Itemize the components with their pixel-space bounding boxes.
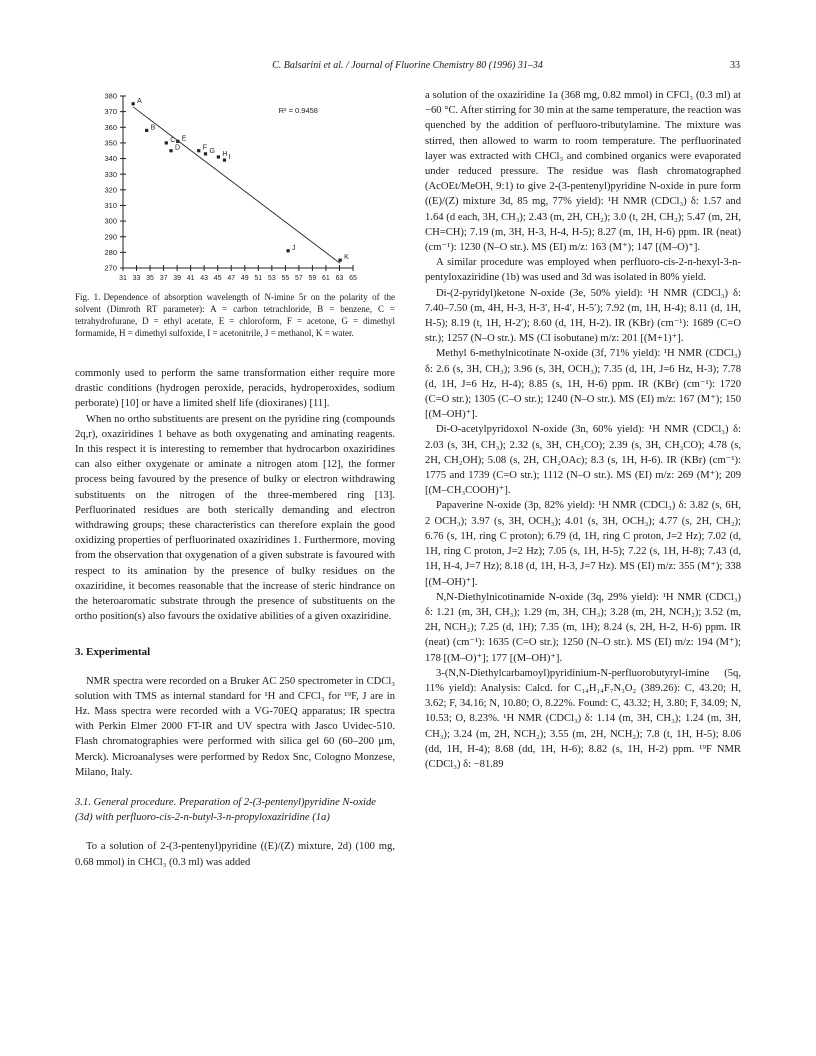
x-tick-label: 51 <box>254 275 263 282</box>
data-point-f <box>197 149 200 152</box>
point-label-f: F <box>202 144 208 152</box>
caption-text: Dependence of absorption wavelength of N-imine 5r on the polarity of the solvent (Dimroth RT parameter): A = carbon tetrachloride, B = benzene, C = tetrahydrofurane, D = ethyl acetate, E = chloroform, F = acetone, G = dimethyl formamide, H = dimethyl sulfoxide, I = acetonitrile, J = methanol, K = water. <box>75 292 395 338</box>
x-tick-label: 39 <box>173 275 182 282</box>
x-tick-label: 61 <box>322 275 330 282</box>
data-point-h <box>217 155 220 158</box>
x-tick-label: 43 <box>200 275 209 282</box>
data-point-a <box>132 102 135 105</box>
x-tick-label: 31 <box>119 275 127 282</box>
paragraph: Di-(2-pyridyl)ketone N-oxide (3e, 50% yield): ¹H NMR (CDCl₃) δ: 7.40–7.50 (m, 4H, H-3, H-3′, H-4′, H-5′); 7.92 (m, 1H, H-4); 8.11 (d, 1H, H-5); 8.19 (t, 1H, H-2′); 8.60 (d, 1H, H-2). IR (KBr) (cm⁻¹): 1689 (C=O str.); 1257 (N–O str.). MS (CI isobutane) m/z: 201 [(M+1)⁺]. <box>425 287 741 345</box>
running-title: C. Balsarini et al. / Journal of Fluorine Chemistry 80 (1996) 31–34 <box>272 60 543 71</box>
point-label-j: J <box>292 244 296 252</box>
left-column <box>75 366 395 870</box>
x-tick-label: 37 <box>159 275 168 282</box>
x-tick-label: 55 <box>281 275 290 282</box>
data-point-e <box>176 140 179 143</box>
r-squared-label: R² = 0.9458 <box>278 106 318 116</box>
x-tick-label: 47 <box>227 275 236 282</box>
x-tick-label: 33 <box>132 275 141 282</box>
point-label-d: D <box>175 144 181 152</box>
y-tick-label: 370 <box>104 107 117 117</box>
x-tick-label: 53 <box>267 275 276 282</box>
subsection-heading: 3.1. General procedure. Preparation of 2-(3-pentenyl)pyridine N-oxide (3d) with perfluoro-cis-2-n-butyl-3-n-propyloxaziridine (1a) <box>75 797 376 824</box>
point-label-g: G <box>209 147 215 155</box>
figure-1 <box>75 88 395 298</box>
x-tick-label: 59 <box>308 275 317 282</box>
paragraph: 3-(N,N-Diethylcarbamoyl)pyridinium-N-perfluorobutyryl-imine (5q, 11% yield): Analysis: Calcd. for C₁₄H₁₄F₇N₃O₂ (389.26): C, 43.20; H, 3.62; F, 34.16; N, 10.80; O, 8.22%. Found: C, 43.32; H, 3.80; F, 34.09; N, 10.53; O, 8.23%. ¹H NMR (CDCl₃) δ: 1.14 (m, 3H, CH₃); 1.24 (m, 3H, CH₃); 3.24 (m, 2H, NCH₂); 3.55 (m, 2H, NCH₂); 7.8 (t, 1H, H-5); 8.06 (dd, 1H, H-4); 8.68 (dd, 1H, H-6); 8.82 (s, 1H, H-2) ppm. ¹⁹F NMR (CDCl₃) δ: −81.89 <box>425 667 741 770</box>
x-tick-label: 49 <box>240 275 249 282</box>
y-tick-label: 330 <box>104 169 117 179</box>
y-tick-label: 350 <box>104 138 117 148</box>
point-label-a: A <box>137 97 142 105</box>
trend-line <box>133 107 340 263</box>
paragraph: NMR spectra were recorded on a Bruker AC 250 spectrometer in CDCl₃ solution with TMS as internal standard for ¹H and CFCl₃ for ¹⁹F, J are in Hz. Mass spectra were recorded with a VG-70EQ apparatus; IR spectra with Perkin Elmer 2000 FT-IR and UV spectra with Jasco Uvidec-510. Flash chromatographies were performed with silica gel 60 (60–200 μm, Merck). Microanalyses were performed by Redox Snc, Cologno Monzese, Milano, Italy. <box>75 675 395 778</box>
x-tick-label: 41 <box>186 275 195 282</box>
paragraph: Di-O-acetylpyridoxol N-oxide (3n, 60% yield): ¹H NMR (CDCl₃) δ: 2.03 (s, 3H, CH₃); 2.32 (s, 3H, CH₃CO); 2.39 (s, 3H, CH₃CO); 4.78 (s, 2H, CH₂OH); 5.08 (s, 2H, CH₂OAc); 8.3 (s, 1H, H-6). IR (KBr) (cm⁻¹): 1775 and 1739 (C=O str.); 1112 (N–O str.). MS (EI) m/z: 269 (M⁺); 209 [(M–CH₃COOH)⁺]. <box>425 424 741 497</box>
data-point-b <box>145 129 148 132</box>
x-tick-label: 35 <box>146 275 154 282</box>
data-point-j <box>286 249 289 252</box>
y-tick-label: 310 <box>104 201 117 211</box>
running-header <box>75 60 740 74</box>
data-point-c <box>165 141 168 144</box>
x-tick-label: 63 <box>335 275 344 282</box>
paragraph: commonly used to perform the same transformation either require more drastic conditions (hydrogen peroxide, peracids, hydroperoxides, sodium perborate) [10] or have a limited shelf life (dioxiranes) [11]. <box>75 368 395 410</box>
x-tick-label: 65 <box>349 275 357 282</box>
point-label-c: C <box>170 136 176 144</box>
data-point-d <box>169 149 172 152</box>
paragraph: To a solution of 2-(3-pentenyl)pyridine ((E)/(Z) mixture, 2d) (100 mg, 0.68 mmol) in CHCl₃ (0.3 ml) was added <box>75 841 395 868</box>
point-label-b: B <box>150 124 156 132</box>
point-label-e: E <box>181 135 187 143</box>
paragraph: Papaverine N-oxide (3p, 82% yield): ¹H NMR (CDCl₃) δ: 3.82 (s, 6H, 2 OCH₃); 3.97 (s, 3H, OCH₃); 4.01 (s, 3H, OCH₃); 4.77 (s, 2H, CH₂); 6.76 (s, 1H, ring C proton); 6.79 (d, 1H, ring C proton, J=2 Hz); 7.02 (d, 1H, ring C proton, J=2 Hz); 7.05 (s, 1H, H-5); 7.22 (s, 1H, H-8); 7.43 (d, 1H, H-4, J=7 Hz); 8.18 (d, 1H, H-3, J=7 Hz). MS (EI) m/z: 355 (M⁺); 338 [(M–OH)⁺]. <box>425 500 741 588</box>
data-point-g <box>204 152 207 155</box>
y-tick-label: 290 <box>104 232 117 242</box>
y-tick-label: 360 <box>104 122 117 132</box>
y-tick-label: 300 <box>104 216 117 226</box>
paragraph: When no ortho substituents are present on the pyridine ring (compounds 2q,r), oxaziridines 1 behave as both oxygenating and aminating reagents. In this respect it is interesting to remember that hydrocarbon oxaziridines can also either oxygenate or aminate a nitrogen atom [12], the former process being favoured by the presence of bulky or electron withdrawing substituents on the nitrogen of the three-membered ring [13]. Perfluorinated residues are both sterically demanding and electron withdrawing groups; these characteristics can therefore explain the good oxidizing properties of perfluorinated oxaziridines 1. Furthermore, moving from the observation that oxygenation of a given substrate is favoured with respect to its amination by the presence of bulky residues on the oxaziridine, it becomes reasonable that the increase of steric hindrance on the heteroaromatic substrate through the presence of substituents on the ortho position(s) also favours the oxidative abilities of a given oxaziridine. <box>75 413 395 623</box>
section-heading: 3. Experimental <box>75 646 151 659</box>
point-label-i: I <box>228 154 231 162</box>
paragraph: A similar procedure was employed when perfluoro-cis-2-n-hexyl-3-n-pentyloxaziridine (1b) was used and 3d was isolated in 80% yield. <box>425 257 741 284</box>
point-label-h: H <box>222 150 228 158</box>
x-tick-label: 57 <box>294 275 303 282</box>
scatter-chart <box>75 88 395 288</box>
y-tick-label: 380 <box>104 91 117 101</box>
paragraph: Methyl 6-methylnicotinate N-oxide (3f, 71% yield): ¹H NMR (CDCl₃) δ: 2.6 (s, 3H, CH₃); 3.96 (s, 3H, OCH₃); 7.35 (d, 1H, J=6 Hz, H-3); 7.78 (d, 1H, J=6 Hz, H-4); 8.85 (s, 1H, H-6) ppm. IR (KBr) (cm⁻¹): 1720 (C=O str.); 1305 (C–O str.); 1240 (N–O str.). MS (EI) m/z: 167 (M⁺); 150 [(M–OH)⁺]. <box>425 348 741 421</box>
data-point-i <box>223 159 226 162</box>
x-tick-label: 45 <box>213 275 222 282</box>
caption-label: Fig. 1. <box>75 292 101 302</box>
paragraph: N,N-Diethylnicotinamide N-oxide (3q, 29% yield): ¹H NMR (CDCl₃) δ: 1.21 (m, 3H, CH₃); 1.29 (m, 3H, CH₃); 3.28 (m, 2H, NCH₂); 3.52 (m, 2H, NCH₂); 7.25 (d, 1H); 7.35 (m, 1H); 8.24 (s, 2H, H-2, H-6) ppm. IR (neat) (cm⁻¹): 1635 (C=O str.); 1250 (N–O str.). MS (EI) m/z: 194 (M⁺); 178 [(M–O)⁺]; 177 [(M–OH)⁺]. <box>425 591 741 664</box>
y-tick-label: 270 <box>104 263 117 273</box>
y-tick-label: 340 <box>104 154 117 164</box>
y-tick-label: 280 <box>104 247 117 257</box>
page-number: 33 <box>730 60 740 71</box>
paragraph: a solution of the oxaziridine 1a (368 mg, 0.82 mmol) in CFCl₃ (0.3 ml) at −60 °C. After stirring for 30 min at the same temperature, the reaction was quenched by the addition of perfluoro-tributylamine. The mixture was stirred, then allowed to warm to room temperature. The perfluorinated layer was extracted with CHCl₃ and combined organics were evaporated under reduced pressure. The residue was flash chromatographed (AcOEt/MeOH, 9:1) to give 2-(3-pentenyl)pyridine N-oxide in pure form ((E)/(Z) mixture 3d, 85 mg, 77% yield): ¹H NMR (CDCl₃) δ: 1.57 and 1.64 (d each, 3H, CH₃); 2.43 (m, 2H, CH₂); 3.0 (t, 2H, CH₂); 5.47 (m, 2H, CH=CH); 7.19 (m, 3H, H-3, H-4, H-5); 8.27 (m, 1H, H-6) ppm. IR (neat) (cm⁻¹): 1230 (N–O str.). MS (EI) m/z: 163 (M⁺); 147 [(M–O)⁺]. <box>425 90 741 254</box>
right-column <box>425 88 741 772</box>
y-tick-label: 320 <box>104 185 117 195</box>
figure-caption <box>75 291 395 339</box>
data-point-k <box>339 259 342 262</box>
point-label-k: K <box>344 254 349 262</box>
